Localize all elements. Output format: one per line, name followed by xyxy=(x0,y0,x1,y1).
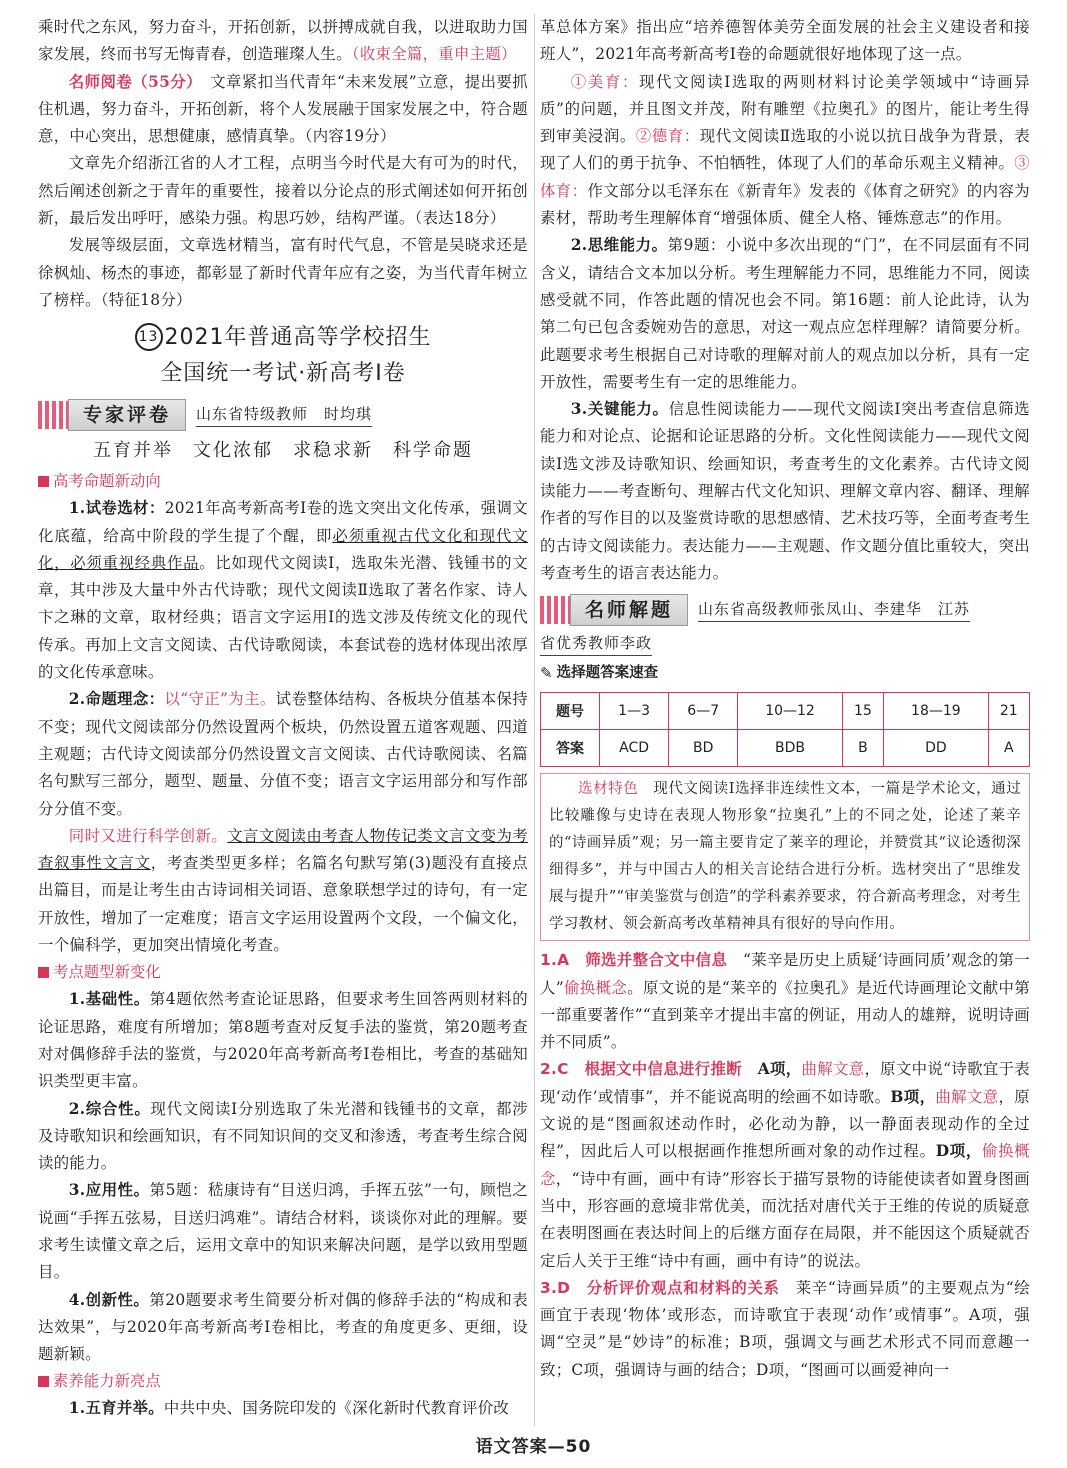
table-cell: A xyxy=(988,730,1029,767)
square-bullet-icon xyxy=(38,476,49,487)
review-subtitle xyxy=(38,436,528,462)
table-cell: BD xyxy=(669,730,738,767)
table-header-cell: 答案 xyxy=(541,730,600,767)
review-structure-paragraph: 文章先介绍浙江省的人才工程，点明当今时代是大有可为的时代，然后阐述创新之于青年的重要性，接着以分论点的形式阐述如何开拓创新，最后发出呼吁，感染力强。构思巧妙，结构严谨。（表达18分） xyxy=(38,154,528,228)
change-innovation-paragraph: 4.创新性。第20题要求考生简要分析对偶的修辞手法的“构成和表达效果”，与2020年高考新高考Ⅰ卷相比，考查的角度更多、更细，设题新颖。 xyxy=(38,1290,528,1364)
section-heading-changes: 考点题型新变化 xyxy=(38,959,528,986)
table-cell: 6—7 xyxy=(669,693,738,730)
answer-q1: 1.A 筛选并整合文中信息 “莱辛是历史上质疑‘诗画同质’观念的第一人”偷换概念。原文说的是“莱辛的《拉奥孔》是近代诗画理论文献中第一部重要著作”“直到莱辛才提出丰富的例证，用动人的雄辩，说明诗画并不同质”。 xyxy=(540,951,1030,1052)
trend-concept-paragraph: 2.命题理念：以“守正”为主。试卷整体结构、各板块分值基本保持不变；现代文阅读部分仍然设置两个板块，仍然设置五道客观题、四道主观题；古代诗文阅读部分仍然设置文言文阅读、古代诗歌阅读、名篇名句默写三部分，题型、题量、分值不变；语言文字运用部分和写作部分分值不变。 xyxy=(38,690,528,818)
table-cell: 21 xyxy=(988,693,1029,730)
teacher-solution-banner xyxy=(540,593,1030,627)
pencil-icon: ✎ xyxy=(540,664,553,683)
answer-q3: 3.D 分析评价观点和材料的关系 莱辛“诗画异质”的主要观点为“绘画宜于表现‘物体’或形态，而诗歌宜于表现‘动作’或情事”。A项，强调“空灵”是“妙诗”的标准；B项，强调文与画艺术形式不同而意趣一致；C项，强调诗与画的结合；D项，“图画可以画爱神向一 xyxy=(540,1278,1030,1379)
table-cell: BDB xyxy=(738,730,843,767)
table-cell: 18—19 xyxy=(884,693,989,730)
teacher-solution-author-cont: 省优秀教师李政 xyxy=(540,631,652,656)
review-feature-paragraph: 发展等级层面，文章选材精当，富有时代气息，不管是吴晓求还是徐枫灿、杨杰的事迹，都彰显了新时代青年应有之姿，为当代青年树立了榜样。（特征18分） xyxy=(38,236,528,309)
table-row xyxy=(541,730,1030,767)
banner-stripes xyxy=(38,401,68,429)
continuation-paragraph: 革总体方案》指出应“培养德智体美劳全面发展的社会主义建设者和接班人”，2021年高考新高考Ⅰ卷的命题就很好地体现了这一点。 xyxy=(540,18,1030,64)
material-feature-box xyxy=(540,773,1030,941)
table-cell: 15 xyxy=(842,693,883,730)
teacher-review-paragraph: 名师阅卷（55分） 文章紧扣当代青年“未来发展”立意，提出要抓住机遇，努力奋斗，开拓创新，将个人发展融于国家发展之中，符合题意，中心突出，思想健康，感情真挚。（内容19分） xyxy=(38,72,528,146)
closing-paragraph: 乘时代之东风，努力奋斗，开拓创新，以拼搏成就自我，以进取助力国家发展，终而书写无悔青春，创造璀璨人生。（收束全篇，重申主题） xyxy=(38,18,528,64)
left-column xyxy=(38,14,528,1423)
banner-stripes xyxy=(540,596,570,624)
expert-review-banner xyxy=(38,398,528,432)
answer-q2: 2.C 根据文中信息进行推断 A项，曲解文意，原文中说“诗歌宜于表现‘动作’或情事”，并不能说高明的绘画不如诗歌。B项，曲解文意，原文说的是“图画叙述动作时，必化动为静，以一静面表现动作的全过程”，因此后人可以根据画作推想所画对象的动作过程。D项，偷换概念，“诗中有画，画中有诗”形容长于描写景物的诗能使读者如置身图画当中，形容画的意境非常优美，而沈括对唐代关于王维的传说的质疑意在表明图画在表达时间上的后继方面存在局限，并不能因这个质疑就否定后人关于王维“诗中有画，画中有诗”的说法。 xyxy=(540,1060,1030,1270)
teacher-solution-author: 山东省高级教师张凤山、李建华 江苏 xyxy=(698,598,970,622)
teacher-review-label: 名师阅卷（55分） xyxy=(68,72,195,91)
change-application-paragraph: 3.应用性。第5题：嵇康诗有“目送归鸿，手挥五弦”一句，顾恺之说画“手挥五弦易，目送归鸿难”。请结合材料，谈谈你对此的理解。要求考生读懂文章之后，运用文章中的知识来解决问题，是学以致用型题目。 xyxy=(38,1181,528,1282)
subtitle-item: 文化浓郁 xyxy=(193,440,273,462)
exam-number-badge: 13 xyxy=(135,323,163,351)
teacher-solution-label: 名师解题 xyxy=(570,594,688,626)
quick-answer-heading: ✎ 选择题答案速查 xyxy=(540,660,1030,686)
change-basic-paragraph: 1.基础性。第4题依然考查论证思路，但要求考生回答两则材料的论证思路，难度有所增加；第8题考查对反复手法的鉴赏，第20题考查对对偶修辞手法的鉴赏，与2020年高考新高考Ⅰ卷相比，考查的基础知识类型更丰富。 xyxy=(38,990,528,1091)
table-cell: 1—3 xyxy=(600,693,669,730)
expert-review-author: 山东省特级教师 时均琪 xyxy=(196,403,372,427)
column-divider xyxy=(534,14,535,1426)
thinking-ability-paragraph: 2.思维能力。第9题：小说中多次出现的“门”，在不同层面有不同含义，请结合文本加以分析。考生理解能力不同，思维能力不同，阅读感受就不同，作答此题的情况也会不同。第16题：前人论此诗，认为第二句已包含委婉劝告的意思，对这一观点应怎样理解？请简要分析。此题要求考生根据自己对诗歌的理解对前人的观点加以分析，具有一定开放性，需要考生有一定的思维能力。 xyxy=(540,236,1030,391)
section-heading-trends: 高考命题新动向 xyxy=(38,468,528,495)
table-cell: B xyxy=(842,730,883,767)
table-cell: ACD xyxy=(600,730,669,767)
trend-material-paragraph: 1.试卷选材：2021年高考新高考Ⅰ卷的选文突出文化传承，强调文化底蕴，给高中阶段的学生提了个醒，即必须重视古代文化和现代文化，必须重视经典作品。比如现代文阅读Ⅰ，选取朱光潜、钱锺书的文章，其中涉及大量中外古代诗歌；现代文阅读Ⅱ选取了著名作家、诗人卞之琳的文章，取材经典；语言文字运用Ⅰ的选文涉及传统文化的现代传承。再加上文言文阅读、古代诗歌阅读，本套试卷的选材体现出浓厚的文化传承意味。 xyxy=(38,499,528,682)
table-row xyxy=(541,693,1030,730)
table-cell: 10—12 xyxy=(738,693,843,730)
expert-review-label: 专家评卷 xyxy=(68,399,186,431)
subtitle-item: 求稳求新 xyxy=(293,440,373,462)
change-comprehensive-paragraph: 2.综合性。现代文阅读Ⅰ分别选取了朱光潜和钱锺书的文章，都涉及诗歌知识和绘画知识，有不同知识间的交叉和渗透，考查考生综合阅读的能力。 xyxy=(38,1099,528,1173)
material-feature-text: 选材特色 现代文阅读Ⅰ选择非连续性文本，一篇是学术论文，通过比较雕像与史诗在表现人物形象“拉奥孔”上的不同之处，论述了莱辛的“诗画异质”观；另一篇主要肯定了莱辛的理论，并赞赏其“议论透彻深细得多”，并与中国古人的相关言论结合进行分析。选材突出了“思维发展与提升”“审美鉴赏与创造”的学科素养要求，符合新高考理念，对考生学习教材、领会新高考改革精神具有很好的导向作用。 xyxy=(549,781,1021,933)
closing-note: （收束全篇，重申主题） xyxy=(351,45,517,64)
key-ability-paragraph: 3.关键能力。信息性阅读能力——现代文阅读Ⅰ突出考查信息筛选能力和对论点、论据和论证思路的分析。文化性阅读能力——现代文阅读Ⅰ选文涉及诗歌知识、绘画知识，考查考生的文化素养。古代诗文阅读能力——考查断句、理解古代文化知识、理解文章内容、翻译、理解作者的写作目的以及鉴赏诗歌的思想感情、艺术技巧等，全面考查考生的古诗文阅读能力。表达能力——主观题、作文题分值比重较大，突出考查考生的语言表达能力。 xyxy=(540,400,1030,582)
answer-table xyxy=(540,692,1030,767)
subtitle-item: 五育并举 xyxy=(93,440,173,462)
square-bullet-icon xyxy=(38,1376,49,1387)
square-bullet-icon xyxy=(38,967,49,978)
highlight-five-education-paragraph: 1.五育并举。中共中央、国务院印发的《深化新时代教育评价改 xyxy=(68,1399,510,1418)
table-cell: DD xyxy=(884,730,989,767)
section-heading-highlights: 素养能力新亮点 xyxy=(38,1368,528,1395)
table-header-cell: 题号 xyxy=(541,693,600,730)
right-column xyxy=(540,14,1030,1384)
subtitle-item: 科学命题 xyxy=(393,440,473,462)
exam-title-line2: 全国统一考试·新高考Ⅰ卷 xyxy=(160,361,406,387)
exam-title xyxy=(38,320,528,392)
page-footer: 语文答案—50 xyxy=(475,1437,592,1457)
trend-innovation-paragraph: 同时又进行科学创新。文言文阅读由考查人物传记类文言文变为考查叙事性文言文，考查类型更多样；名篇名句默写第(3)题没有直接点出篇目，而是让考生由古诗词相关词语、意象联想学过的诗句，有一定开放性，增加了一定难度；语言文字运用设置两个文段，一个偏文化，一个偏科学，更加突出情境化考查。 xyxy=(38,826,528,955)
aesthetic-education-paragraph: ①美育：现代文阅读Ⅰ选取的两则材料讨论美学领域中“诗画异质”的问题，并且图文并茂，附有雕塑《拉奥孔》的图片，能让考生得到审美浸润。②德育：现代文阅读Ⅱ选取的小说以抗日战争为背景，表现了人们的勇于抗争、不怕牺牲，体现了人们的革命乐观主义精神。③体育：作文部分以毛泽东在《新青年》发表的《体育之研究》的内容为素材，帮助考生理解体育“增强体质、健全人格、锤炼意志”的作用。 xyxy=(540,72,1030,228)
exam-title-line1: 2021年普通高等学校招生 xyxy=(164,325,432,351)
